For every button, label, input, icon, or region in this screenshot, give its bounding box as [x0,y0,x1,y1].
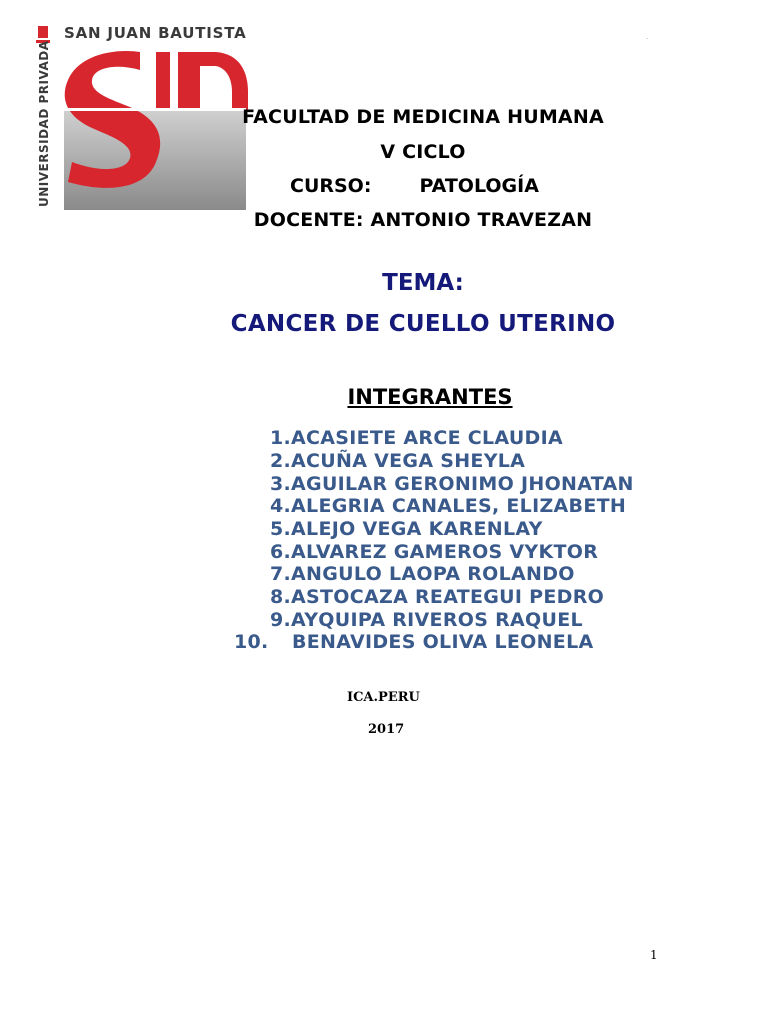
list-item: 10. BENAVIDES OLIVA LEONELA [234,631,594,653]
year-label: 2017 [368,722,405,737]
logo-side-text: UNIVERSIDAD PRIVADA [37,40,51,207]
teacher-line: DOCENTE: ANTONIO TRAVEZAN [253,209,593,231]
cycle-label: V CICLO [380,141,466,163]
list-item: 2.ACUÑA VEGA SHEYLA [270,450,526,472]
list-item: 8.ASTOCAZA REATEGUI PEDRO [270,586,605,608]
place-label: ICA.PERU [347,690,420,705]
page-mark: · [646,36,648,43]
topic-label: TEMA: [382,270,464,296]
course-label: CURSO: [290,175,372,197]
members-heading: INTEGRANTES [347,385,513,409]
list-item: 9.AYQUIPA RIVEROS RAQUEL [270,609,583,631]
list-item: 5.ALEJO VEGA KARENLAY [270,518,543,540]
course-value: PATOLOGÍA [419,175,539,197]
list-item: 7.ANGULO LAOPA ROLANDO [270,563,575,585]
list-item: 6.ALVAREZ GAMEROS VYKTOR [270,541,599,563]
list-item: 4.ALEGRIA CANALES, ELIZABETH [270,495,627,517]
list-item: 1.ACASIETE ARCE CLAUDIA [270,427,564,449]
topic-title: CANCER DE CUELLO UTERINO [230,311,616,337]
course-line [290,175,539,197]
page-number: 1 [650,948,658,962]
faculty-title: FACULTAD DE MEDICINA HUMANA [242,106,604,128]
logo-banner-text: SAN JUAN BAUTISTA [64,24,247,42]
list-item: 3.AGUILAR GERONIMO JHONATAN [270,473,634,495]
